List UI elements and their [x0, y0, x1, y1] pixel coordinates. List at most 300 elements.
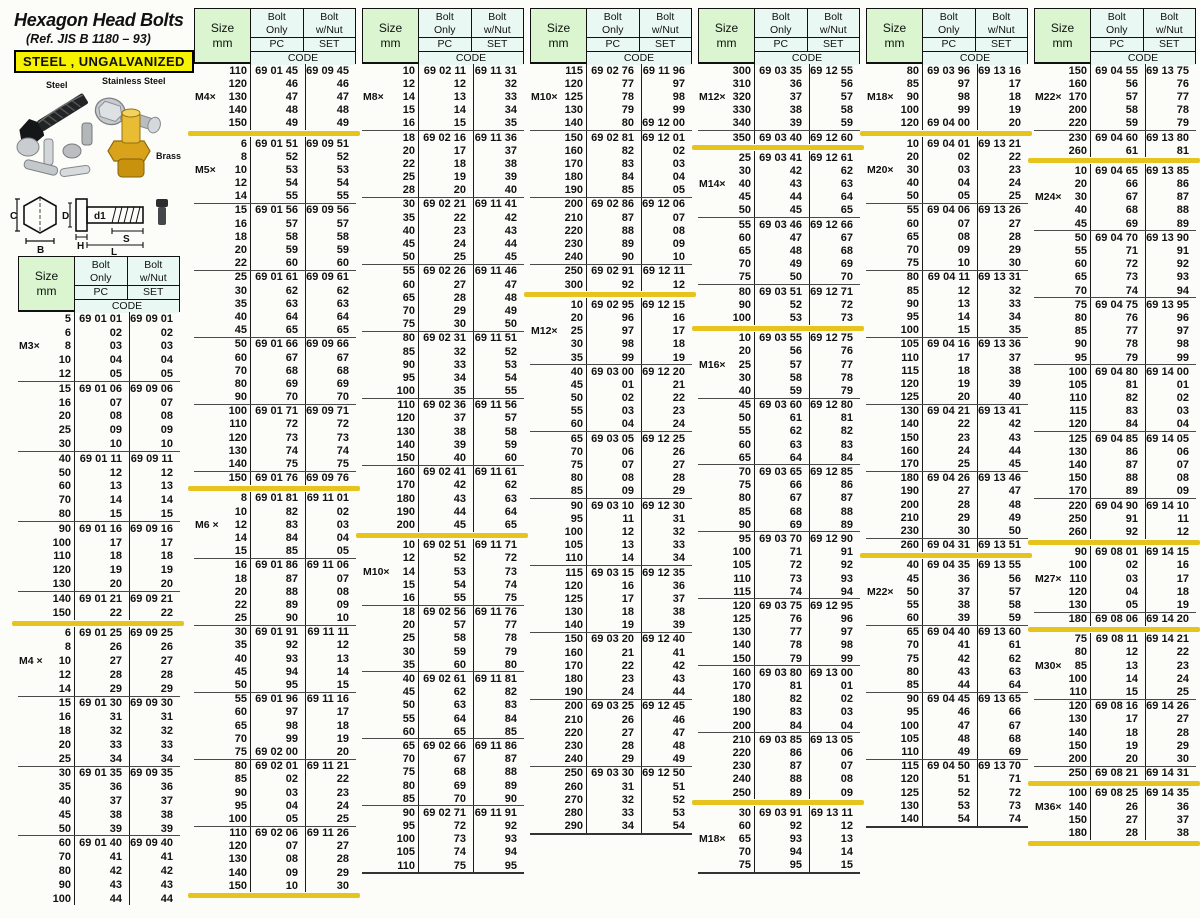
size-value: 20: [1064, 178, 1091, 191]
pc-code: 69 02 51: [419, 539, 474, 552]
size-value: 30: [48, 437, 75, 451]
pc-code: 28: [587, 739, 642, 752]
size-header-cell: [1034, 9, 1091, 62]
thread-size-label: [1034, 418, 1064, 431]
size-value: 110: [896, 351, 923, 364]
table-row: [698, 773, 860, 786]
set-code: 03: [336, 518, 349, 531]
pc-code: 34: [587, 820, 642, 833]
code-header: CODE: [923, 51, 1027, 65]
size-value: 200: [392, 518, 419, 531]
dim-s-label: S: [123, 234, 130, 245]
pc-code: 62: [251, 284, 306, 297]
thread-size-label: [18, 550, 48, 564]
pc-code: 75: [251, 457, 306, 470]
table-row: [1034, 512, 1196, 525]
set-code: 52: [504, 345, 517, 358]
size-value: 150: [1064, 813, 1091, 826]
set-code: 69 12 25: [642, 432, 685, 445]
size-group: [698, 666, 860, 733]
pc-code: 69 04 75: [1091, 298, 1146, 311]
table-row: [530, 619, 692, 632]
set-code: 09: [160, 424, 173, 437]
size-value: 70: [1064, 284, 1091, 297]
table-row: [362, 658, 524, 671]
pc-code: 30: [419, 318, 474, 331]
set-code: 60: [336, 257, 349, 270]
pc-header: PC: [755, 38, 808, 51]
thread-size-label: [18, 892, 48, 906]
table-row: [698, 191, 860, 204]
thread-size-label: [362, 104, 392, 117]
size-value: 80: [224, 760, 251, 773]
column-4: [530, 8, 692, 905]
set-code: 69 11 21: [306, 760, 349, 773]
table-row: [866, 150, 1028, 163]
table-row: [530, 780, 692, 793]
set-code: 69 13 41: [978, 405, 1021, 418]
table-row: [530, 104, 692, 117]
table-row: [530, 739, 692, 752]
thread-size-label: [18, 312, 48, 326]
thread-size-label: [18, 493, 48, 507]
size-value: 55: [392, 265, 419, 278]
set-code: 69 09 01: [130, 312, 173, 325]
size-value: 130: [224, 853, 251, 866]
header-text: Only: [89, 272, 112, 285]
thread-size-label: [1034, 204, 1064, 217]
size-value: 140: [224, 457, 251, 470]
set-code: 69 11 11: [307, 626, 349, 639]
thread-size-label: [194, 732, 224, 745]
table-row: [866, 799, 1028, 812]
thread-size-label: [866, 324, 896, 337]
size-value: 130: [896, 405, 923, 418]
size-group: [866, 137, 1028, 204]
table-row: [530, 633, 692, 646]
pc-code: 84: [755, 719, 810, 732]
set-code: 27: [672, 459, 685, 472]
set-code: 86: [1176, 178, 1189, 191]
size-value: 40: [392, 672, 419, 685]
pc-code: 53: [923, 799, 978, 812]
size-value: 80: [728, 285, 755, 298]
thread-size-label: [194, 492, 224, 505]
size-value: 190: [560, 686, 587, 699]
thread-size-label: [362, 251, 392, 264]
thread-size-label: [194, 230, 224, 243]
thread-size-label: [1034, 739, 1064, 752]
table-row: [698, 271, 860, 284]
thread-size-label: [194, 693, 224, 706]
thread-size-label: [530, 184, 560, 197]
table-row: [698, 746, 860, 759]
header-text: Bolt: [992, 11, 1011, 23]
mm-header-label: mm: [212, 35, 233, 50]
table-row: [530, 793, 692, 806]
set-code: 15: [160, 508, 173, 521]
set-code: 63: [504, 492, 517, 505]
thread-size-label: [194, 612, 224, 625]
size-value: 10: [48, 353, 75, 367]
set-code: 06: [1176, 445, 1189, 458]
thread-size-label: [194, 773, 224, 786]
pc-code: 79: [587, 104, 642, 117]
size-value: 45: [392, 237, 419, 250]
set-code: 87: [840, 492, 853, 505]
thread-size-label: [530, 619, 560, 632]
table-row: [194, 284, 356, 297]
pc-code: 24: [419, 237, 474, 250]
table-row: [866, 405, 1028, 418]
size-value: 50: [48, 466, 75, 480]
table-row: [1034, 767, 1196, 780]
set-code: 20: [336, 745, 349, 758]
pc-header: PC: [419, 38, 472, 51]
thread-size-label: [698, 345, 728, 358]
set-code: 93: [1176, 271, 1189, 284]
set-code: 28: [1176, 726, 1189, 739]
table-row: [866, 773, 1028, 786]
table-row: [866, 559, 1028, 572]
size-value: 110: [392, 859, 419, 872]
size-value: 220: [728, 746, 755, 759]
bolt-only-header: [251, 9, 304, 37]
set-code: 64: [840, 191, 853, 204]
thread-size-label: [530, 552, 560, 565]
table-row: [866, 243, 1028, 256]
set-code: 37: [1176, 813, 1189, 826]
set-code: 64: [504, 505, 517, 518]
size-value: 100: [1064, 365, 1091, 378]
pc-code: 83: [587, 157, 642, 170]
pc-code: 68: [755, 505, 810, 518]
size-value: 55: [1064, 244, 1091, 257]
size-value: 260: [896, 539, 923, 552]
size-value: 120: [224, 431, 251, 444]
pc-code: 14: [419, 104, 474, 117]
pc-code: 17: [587, 592, 642, 605]
thread-size-label: [1034, 64, 1064, 77]
thread-size-label: [1034, 217, 1064, 230]
set-code: 27: [1176, 713, 1189, 726]
thread-size-label: [530, 278, 560, 291]
pc-code: 57: [251, 217, 306, 230]
set-code: 69 11 91: [474, 806, 517, 819]
pc-code: 42: [755, 164, 810, 177]
thread-size-label: [530, 405, 560, 418]
pc-code: 54: [923, 812, 978, 825]
size-value: 105: [896, 338, 923, 351]
pc-code: 09: [923, 243, 978, 256]
table-row: [362, 686, 524, 699]
set-code: 22: [160, 606, 173, 619]
pc-code: 04: [75, 353, 130, 367]
bolt-only-header: [755, 9, 808, 37]
size-group: [1034, 432, 1196, 499]
size-value: 110: [728, 572, 755, 585]
thread-size-label: [530, 780, 560, 793]
set-code: 48: [1008, 498, 1021, 511]
table-row: [194, 598, 356, 611]
set-code: 69 12 01: [642, 131, 685, 144]
size-value: 30: [48, 767, 75, 781]
header-text: Bolt: [1107, 11, 1126, 23]
set-code: 69 13 16: [978, 64, 1021, 77]
size-group: [866, 271, 1028, 338]
size-value: 65: [728, 451, 755, 464]
pc-code: 14: [75, 493, 130, 507]
thread-size-label: M8×: [363, 90, 384, 103]
table-row: [530, 298, 692, 311]
table-row: [530, 525, 692, 538]
size-value: 100: [48, 892, 75, 906]
thread-size-label: [18, 522, 48, 536]
table-row: [362, 699, 524, 712]
pc-code: 08: [587, 472, 642, 485]
size-value: 65: [728, 833, 755, 846]
pc-code: 69 04 55: [1091, 64, 1146, 77]
pc-code: 69 08 11: [1091, 633, 1146, 646]
set-code: 79: [840, 384, 853, 397]
size-value: 250: [560, 767, 587, 780]
size-value: 340: [728, 117, 755, 130]
thread-size-label: [362, 479, 392, 492]
pc-code: 81: [1091, 378, 1146, 391]
size-value: 250: [1064, 767, 1091, 780]
thread-size-label: [194, 351, 224, 364]
table-row: [698, 719, 860, 732]
table-row: [530, 131, 692, 144]
page-title: Hexagon Head Bolts: [14, 10, 184, 30]
pc-code: 69 01 21: [75, 592, 130, 606]
set-code: 88: [840, 505, 853, 518]
bolt-only-header: [75, 257, 128, 285]
set-code: 69 12 30: [642, 499, 685, 512]
mm-header-label: mm: [380, 35, 401, 50]
thread-size-label: [362, 658, 392, 671]
size-value: 150: [1064, 64, 1091, 77]
table-row: [194, 230, 356, 243]
size-group: [1034, 499, 1196, 539]
set-code: 85: [504, 725, 517, 738]
set-code: 32: [1008, 284, 1021, 297]
thread-size-label: [530, 793, 560, 806]
table-row: [698, 178, 860, 191]
pc-header: PC: [587, 38, 640, 51]
set-code: 35: [1008, 324, 1021, 337]
table-row: [362, 792, 524, 805]
pc-code: 64: [755, 451, 810, 464]
pc-code: 06: [587, 445, 642, 458]
set-code: 69 09 66: [306, 338, 349, 351]
thread-size-label: [1034, 767, 1064, 780]
yellow-divider: [860, 553, 1032, 558]
pc-code: 69 02 31: [419, 332, 474, 345]
table-row: [698, 733, 860, 746]
pc-code: 93: [755, 833, 810, 846]
size-value: 140: [392, 438, 419, 451]
size-value: 70: [224, 364, 251, 377]
pc-code: 48: [923, 732, 978, 745]
thread-size-label: [194, 827, 224, 840]
set-code: 15: [336, 679, 349, 692]
thread-size-label: [530, 700, 560, 713]
pc-code: 69 01 25: [75, 627, 130, 641]
thread-size-label: [866, 117, 896, 130]
size-value: 16: [392, 591, 419, 604]
pc-code: 44: [75, 892, 130, 906]
table-row: [1034, 598, 1196, 611]
set-code: 05: [160, 368, 173, 381]
thread-size-label: [698, 332, 728, 345]
set-code: 69 11 16: [306, 693, 349, 706]
pc-code: 74: [251, 444, 306, 457]
size-value: 30: [392, 198, 419, 211]
set-code: 42: [160, 864, 173, 877]
size-value: 22: [224, 257, 251, 270]
thread-size-label: [362, 591, 392, 604]
thread-size-label: [698, 384, 728, 397]
thread-size-label: [194, 572, 224, 585]
table-row: [530, 458, 692, 471]
size-value: 70: [728, 258, 755, 271]
pc-code: 87: [755, 760, 810, 773]
set-code: 99: [672, 104, 685, 117]
set-code: 04: [336, 531, 349, 544]
pc-code: 36: [923, 572, 978, 585]
table-row: [698, 479, 860, 492]
table-row: [194, 351, 356, 364]
table-body: [362, 64, 524, 874]
set-code: 42: [672, 659, 685, 672]
size-group: [18, 312, 180, 382]
thread-size-label: [362, 632, 392, 645]
thread-size-label: [194, 204, 224, 217]
thread-size-label: [194, 652, 224, 665]
set-code: 40: [1008, 391, 1021, 404]
size-value: 170: [560, 157, 587, 170]
pc-code: 69 04 16: [923, 338, 978, 351]
info-block: [10, 8, 188, 256]
set-code: 97: [672, 77, 685, 90]
pc-code: 23: [587, 672, 642, 685]
pc-code: 15: [75, 507, 130, 521]
table-row: [1034, 418, 1196, 431]
table-row: [362, 725, 524, 738]
table-row: [194, 418, 356, 431]
thread-size-label: [194, 799, 224, 812]
table-row: [194, 518, 356, 531]
set-code: 44: [1008, 444, 1021, 457]
pc-code: 69 08 21: [1091, 767, 1146, 780]
thread-size-label: [362, 171, 392, 184]
pc-code: 15: [923, 324, 978, 337]
thread-size-label: [866, 706, 896, 719]
pc-code: 92: [755, 819, 810, 832]
set-code: 74: [504, 578, 517, 591]
table-row: [530, 713, 692, 726]
pc-code: 39: [75, 822, 130, 836]
yellow-divider: [356, 533, 528, 538]
thread-size-label: [530, 726, 560, 739]
pc-code: 88: [1091, 472, 1146, 485]
size-value: 170: [392, 479, 419, 492]
pc-code: 69 08 25: [1091, 787, 1146, 800]
pc-code: 52: [923, 786, 978, 799]
table-row: [698, 706, 860, 719]
thread-size-label: [1034, 164, 1064, 177]
code-headers: [755, 9, 860, 65]
set-code: 37: [1008, 351, 1021, 364]
table-row: [866, 652, 1028, 665]
size-value: 15: [392, 104, 419, 117]
size-value: 75: [560, 458, 587, 471]
table-row: [530, 753, 692, 766]
set-code: 47: [672, 726, 685, 739]
thread-size-label: [18, 640, 48, 654]
pc-code: 69 03 65: [755, 465, 810, 478]
set-code: 43: [1008, 431, 1021, 444]
thread-size-label: [194, 338, 224, 351]
pc-code: 69 01 56: [251, 204, 306, 217]
set-code: 69 09 40: [130, 837, 173, 850]
set-code: 22: [672, 392, 685, 405]
pc-code: 17: [1091, 713, 1146, 726]
table-body: [698, 64, 860, 874]
size-value: 105: [1064, 378, 1091, 391]
thread-size-label: [1034, 787, 1064, 800]
set-code: 02: [672, 144, 685, 157]
pc-code: 46: [251, 77, 306, 90]
size-value: 50: [392, 699, 419, 712]
size-value: 75: [224, 745, 251, 758]
thread-size-label: [194, 431, 224, 444]
set-code: 69 09 21: [130, 592, 173, 605]
pc-code: 75: [419, 859, 474, 872]
size-value: 170: [560, 659, 587, 672]
set-code: 70: [336, 391, 349, 404]
table-row: [866, 457, 1028, 470]
pc-code: 48: [755, 244, 810, 257]
set-code: 59: [840, 117, 853, 130]
size-value: 110: [1064, 392, 1091, 405]
set-code: 64: [336, 310, 349, 323]
thread-size-label: [698, 639, 728, 652]
table-row: [362, 304, 524, 317]
set-code: 84: [504, 712, 517, 725]
thread-size-label: [1034, 633, 1064, 646]
size-value: 85: [896, 77, 923, 90]
set-code: 69 09 45: [306, 64, 349, 77]
set-code: 38: [1008, 364, 1021, 377]
pc-code: 41: [923, 639, 978, 652]
table-row: [362, 438, 524, 451]
thread-size-label: [18, 752, 48, 766]
pc-code: 12: [419, 77, 474, 90]
size-value: 50: [392, 251, 419, 264]
pc-code: 72: [755, 559, 810, 572]
pc-code: 90: [251, 612, 306, 625]
size-value: 110: [896, 745, 923, 758]
set-code: 94: [840, 585, 853, 598]
thread-size-label: [866, 418, 896, 431]
pc-code: 62: [755, 425, 810, 438]
pc-code: 69 02 01: [251, 760, 306, 773]
table-row: [362, 552, 524, 565]
thread-size-label: [866, 243, 896, 256]
pc-code: 90: [587, 251, 642, 264]
